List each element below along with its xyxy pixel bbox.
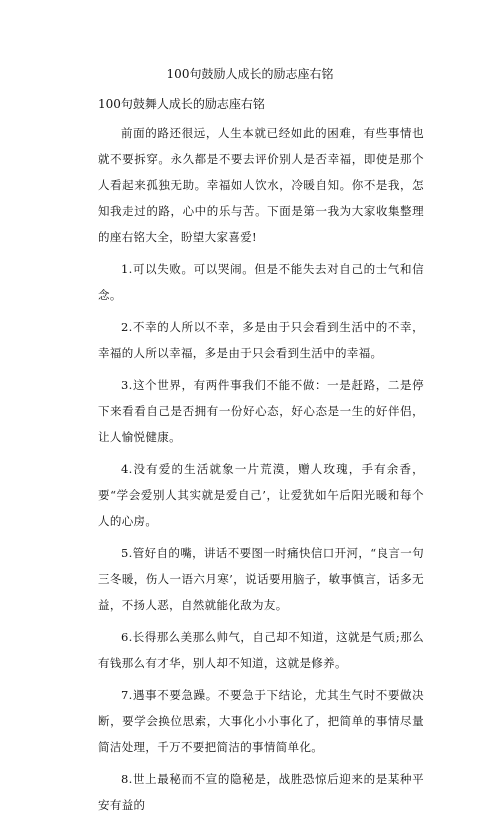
document-body xyxy=(98,120,424,818)
intro-paragraph: 前面的路还很远，人生本就已经如此的困难，有些事情也就不要拆穿。永久都是不要去评价别人是否幸福，即使是那个人看起来孤独无助。幸福如人饮水，冷暖自知。你不是我，怎知我走过的路，心中的乐与苦。下面是第一我为大家收集整理的座右铭大全，盼望大家喜爱! xyxy=(98,126,424,244)
motto-item-4: 4.没有爱的生活就象一片荒漠，赠人玫瑰，手有余香，要“学会爱别人其实就是爱自己’，让爱犹如午后阳光暖和每个人的心房。 xyxy=(98,462,424,528)
motto-item-2: 2.不幸的人所以不幸，多是由于只会看到生活中的不幸，幸福的人所以幸福，多是由于只会看到生活中的幸福。 xyxy=(98,320,424,360)
motto-item-8: 8.世上最秘而不宣的隐秘是，战胜恐惊后迎来的是某种平安有益的 xyxy=(98,772,424,812)
motto-item-5: 5.管好自的嘴，讲话不要图一时痛快信口开河，“良言一句三冬暖，伤人一语六月寒’，说话要用脑子，敏事慎言，话多无益，不扬人恶，自然就能化敌为友。 xyxy=(98,546,424,612)
document-title: 100句鼓励人成长的励志座右铭 xyxy=(166,67,334,81)
motto-item-6: 6.长得那么美那么帅气，自己却不知道，这就是气质;那么有钱那么有才华，别人却不知道，这就是修养。 xyxy=(98,630,424,670)
document-subtitle: 100句鼓舞人成长的励志座右铭 xyxy=(98,97,265,111)
motto-item-1: 1.可以失败。可以哭闹。但是不能失去对自己的士气和信念。 xyxy=(98,262,424,302)
motto-item-7: 7.遇事不要急躁。不要急于下结论，尤其生气时不要做决断，要学会换位思索，大事化小小事化了，把简单的事情尽量简洁处理，千万不要把简洁的事情简单化。 xyxy=(98,688,424,754)
motto-item-3: 3.这个世界，有两件事我们不能不做：一是赶路，二是停下来看看自己是否拥有一份好心态，好心态是一生的好伴侣，让人愉悦健康。 xyxy=(98,378,424,444)
